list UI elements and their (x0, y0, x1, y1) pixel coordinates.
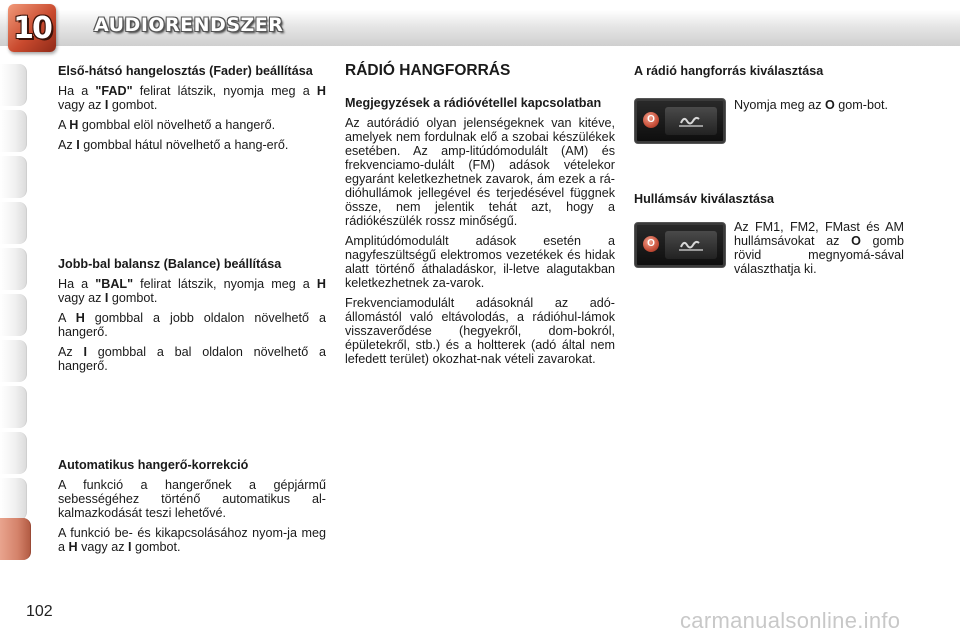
fad-label: "FAD" (95, 84, 133, 98)
chapter-badge (8, 4, 56, 52)
key-i: I (83, 345, 87, 359)
bal-label: "BAL" (95, 277, 134, 291)
balance-p3 (58, 345, 326, 373)
text: gombbal elöl növelhető a hangerő. (78, 118, 276, 132)
text: gomb rövid megnyomá-sával választhatja ki. (734, 234, 904, 276)
chapter-number: 10 (13, 10, 51, 46)
source-text (734, 98, 904, 112)
key-o: O (851, 234, 861, 248)
key-i: I (76, 138, 80, 152)
reception-p2: Amplitúdómodulált adások esetén a nagyfeszültségű elektromos vezetékek és hidak alatt történő áthaladáskor, il-letve alagutakban keletkezhetnek za-varok. (345, 234, 615, 290)
balance-p2 (58, 311, 326, 339)
text: vagy az (58, 98, 105, 112)
text: A (58, 311, 76, 325)
band-heading: Hullámsáv kiválasztása (634, 192, 775, 206)
side-tab[interactable] (0, 340, 27, 382)
header (0, 0, 960, 60)
watermark: carmanualsonline.info (680, 608, 901, 633)
reception-p1: Az autórádió olyan jelenségeknek van kitéve, amelyek nem fordulnak elő a szobai készülékek esetében. Az amp-litúdómodulált (AM) és frekvenciamo-dulált (FM) adások vételekor egyaránt keletkezhetnek zavarok, ám ezek a rá-dióhullámok jellegével és terjedésével függnek össze, nem jelentik tehát azt, hogy a rádiókészülék rossz minőségű. (345, 116, 615, 228)
fader-p1 (58, 84, 326, 112)
auto-p2 (58, 526, 326, 554)
text: gombbal a bal oldalon növelhető a hangerő. (58, 345, 326, 373)
text: A funkció be- és kikapcsolásához nyom-ja meg a (58, 526, 326, 554)
side-tab[interactable] (0, 478, 27, 520)
text: vagy az (58, 291, 105, 305)
text: vagy az (77, 540, 129, 554)
key-h: H (68, 540, 78, 554)
side-tabs (0, 64, 32, 574)
text: Nyomja meg az (734, 98, 825, 112)
side-tab[interactable] (0, 202, 27, 244)
key-h: H (75, 311, 85, 325)
side-tab-active[interactable] (0, 518, 31, 560)
key-h: H (69, 118, 79, 132)
wave-icon (665, 231, 717, 259)
band-text (734, 220, 904, 276)
wave-icon (665, 107, 717, 135)
fader-section (58, 64, 326, 158)
button-face (665, 107, 717, 135)
side-tab[interactable] (0, 156, 27, 198)
key-o: O (825, 98, 835, 112)
side-tab[interactable] (0, 294, 27, 336)
text: gombot. (131, 540, 181, 554)
side-tab[interactable] (0, 386, 27, 428)
band-button-image (634, 222, 726, 268)
fader-p2 (58, 118, 326, 132)
text: A (58, 118, 70, 132)
auto-p1: A funkció a hangerőnek a gépjármű sebességéhez történő automatikus al-kalmazkodását teszi lehetővé. (58, 478, 326, 520)
reception-heading: Megjegyzések a rádióvétellel kapcsolatban (345, 96, 602, 110)
fader-p3 (58, 138, 326, 152)
text: Az (58, 138, 77, 152)
text: gom-bot. (834, 98, 888, 112)
key-h: H (316, 277, 326, 291)
side-tab[interactable] (0, 432, 27, 474)
side-tab[interactable] (0, 64, 27, 106)
key-i: I (104, 291, 109, 305)
page-number: 102 (26, 603, 53, 620)
text: Ha a (58, 84, 96, 98)
balance-p1 (58, 277, 326, 305)
text: gombbal hátul növelhető a hang-erő. (79, 138, 289, 152)
button-face (665, 231, 717, 259)
key-i: I (104, 98, 109, 112)
chapter-title: AUDIORENDSZER (94, 14, 284, 36)
o-button-icon: O (643, 236, 659, 252)
o-button-icon: O (643, 112, 659, 128)
side-tab[interactable] (0, 110, 27, 152)
right-column (634, 64, 906, 294)
auto-heading: Automatikus hangerő-korrekció (58, 458, 249, 472)
middle-column (345, 62, 615, 402)
text: gombbal a jobb oldalon növelhető a hangerő. (58, 311, 326, 339)
side-tab[interactable] (0, 248, 27, 290)
text: gombot. (108, 291, 158, 305)
source-heading: A rádió hangforrás kiválasztása (634, 64, 824, 78)
text: felirat látszik, nyomja meg a (133, 277, 317, 291)
text: Ha a (58, 277, 96, 291)
section-title: RÁDIÓ HANGFORRÁS (345, 62, 511, 79)
auto-volume-section (58, 458, 326, 560)
fader-heading: Első-hátsó hangelosztás (Fader) beállítása (58, 64, 313, 78)
text: Az (58, 345, 84, 359)
text: gombot. (108, 98, 158, 112)
reception-p3: Frekvenciamodulált adásoknál az adó-állomástól való eltávolodás, a rádióhul-lámok visszaverődése (hegyekről, dom-bokról, épületekről, stb.) és a holtterek (adó által nem lefedett terület) okozhat-nak vételi zavarokat. (345, 296, 615, 366)
key-i: I (128, 540, 132, 554)
source-button-image (634, 98, 726, 144)
balance-heading: Jobb-bal balansz (Balance) beállítása (58, 257, 282, 271)
key-h: H (316, 84, 326, 98)
text: Az FM1, FM2, FMast és AM hullámsávokat az (734, 220, 904, 248)
left-column (58, 64, 326, 564)
balance-section (58, 257, 326, 379)
text: felirat látszik, nyomja meg a (132, 84, 317, 98)
